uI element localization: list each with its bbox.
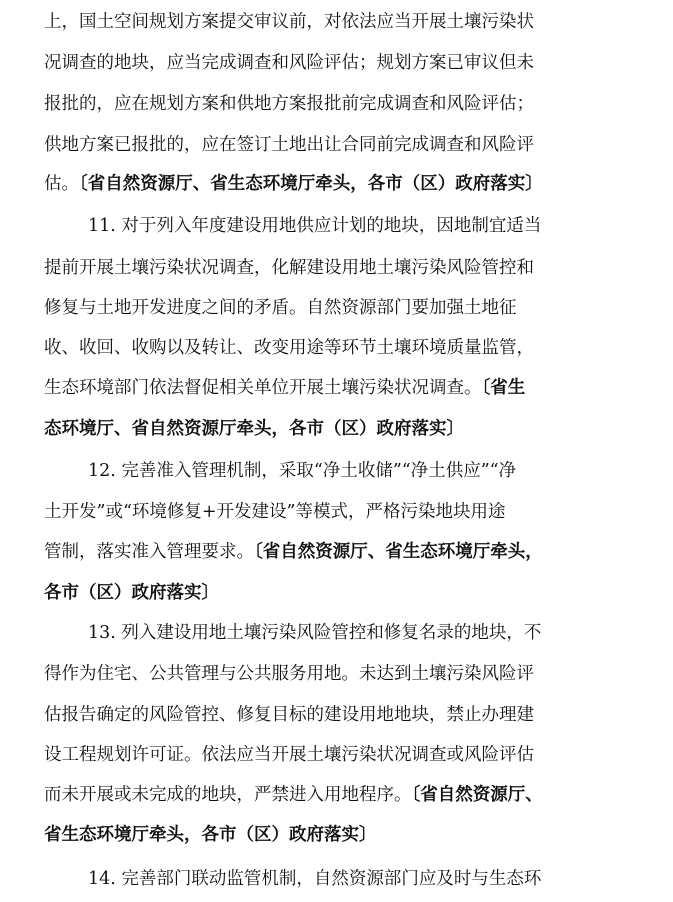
text-line xyxy=(44,328,630,368)
text-line xyxy=(44,125,630,165)
body-text: 上，国土空间规划方案提交审议前，对依法应当开展土壤污染状 xyxy=(44,12,534,32)
responsibility-note: 〔省自然资源厅、省生态环境厅牵头，各市（区）政府落实〕 xyxy=(79,174,543,194)
responsibility-note: 〔省自然资源厅、 xyxy=(411,785,543,805)
text-line xyxy=(44,492,630,532)
body-text: 供地方案已报批的，应在签订土地出让合同前完成调查和风险评 xyxy=(44,135,534,155)
text-line xyxy=(44,815,428,855)
body-text: 报批的，应在规划方案和供地方案报批前完成调查和风险评估； xyxy=(44,94,534,114)
text-line xyxy=(44,368,632,408)
text-line xyxy=(88,451,630,491)
body-text: 11. 对于列入年度建设用地供应计划的地块，因地制宜适当 xyxy=(88,216,542,236)
body-text: 而未开展或未完成的地块，严禁进入用地程序。 xyxy=(44,785,412,805)
text-line xyxy=(44,573,237,613)
body-text: 土开发”或“环境修复+开发建设”等模式，严格污染地块用途 xyxy=(44,502,506,522)
text-line xyxy=(44,654,630,694)
body-text: 收、收回、收购以及转让、改变用途等环节土壤环境质量监管， xyxy=(44,338,534,358)
body-text: 估报告确定的风险管控、修复目标的建设用地地块，禁止办理建 xyxy=(44,705,534,725)
text-line xyxy=(44,775,632,815)
body-text: 设工程规划许可证。依法应当开展土壤污染状况调查或风险评估 xyxy=(44,745,534,765)
responsibility-note: 〔省自然资源厅、省生态环境厅牵头， xyxy=(254,542,543,562)
body-text: 况调查的地块，应当完成调查和风险评估；规划方案已审议但未 xyxy=(44,53,534,73)
body-text: 12. 完善准入管理机制，采取“净土收储”“净土供应”“净 xyxy=(88,461,517,481)
body-text: 14. 完善部门联动监管机制，自然资源部门应及时与生态环 xyxy=(88,869,542,889)
responsibility-note: 态环境厅、省自然资源厅牵头，各市（区）政府落实〕 xyxy=(44,419,464,439)
text-line xyxy=(44,288,630,328)
text-line xyxy=(44,735,630,775)
responsibility-note: 各市（区）政府落实〕 xyxy=(44,583,219,603)
responsibility-note: 〔省生 xyxy=(481,378,526,398)
text-line xyxy=(44,164,632,204)
text-line xyxy=(88,206,630,246)
body-text: 得作为住宅、公共管理与公共服务用地。未达到土壤污染风险评 xyxy=(44,664,534,684)
text-line xyxy=(44,248,630,288)
body-text: 修复与土地开发进度之间的矛盾。自然资源部门要加强土地征 xyxy=(44,298,517,318)
text-line xyxy=(44,695,630,735)
text-line xyxy=(44,43,630,83)
body-text: 管制，落实准入管理要求。 xyxy=(44,542,254,562)
body-text: 13. 列入建设用地土壤污染风险管控和修复名录的地块，不 xyxy=(88,623,542,643)
text-line xyxy=(44,409,533,449)
responsibility-note: 省生态环境厅牵头，各市（区）政府落实〕 xyxy=(44,825,377,845)
body-text: 估。 xyxy=(44,174,79,194)
text-line xyxy=(88,859,630,899)
text-line xyxy=(88,613,630,653)
text-line xyxy=(44,532,632,572)
body-text: 提前开展土壤污染状况调查，化解建设用地土壤污染风险管控和 xyxy=(44,258,534,278)
text-line xyxy=(44,2,630,42)
text-line xyxy=(44,84,630,124)
body-text: 生态环境部门依法督促相关单位开展土壤污染状况调查。 xyxy=(44,378,482,398)
